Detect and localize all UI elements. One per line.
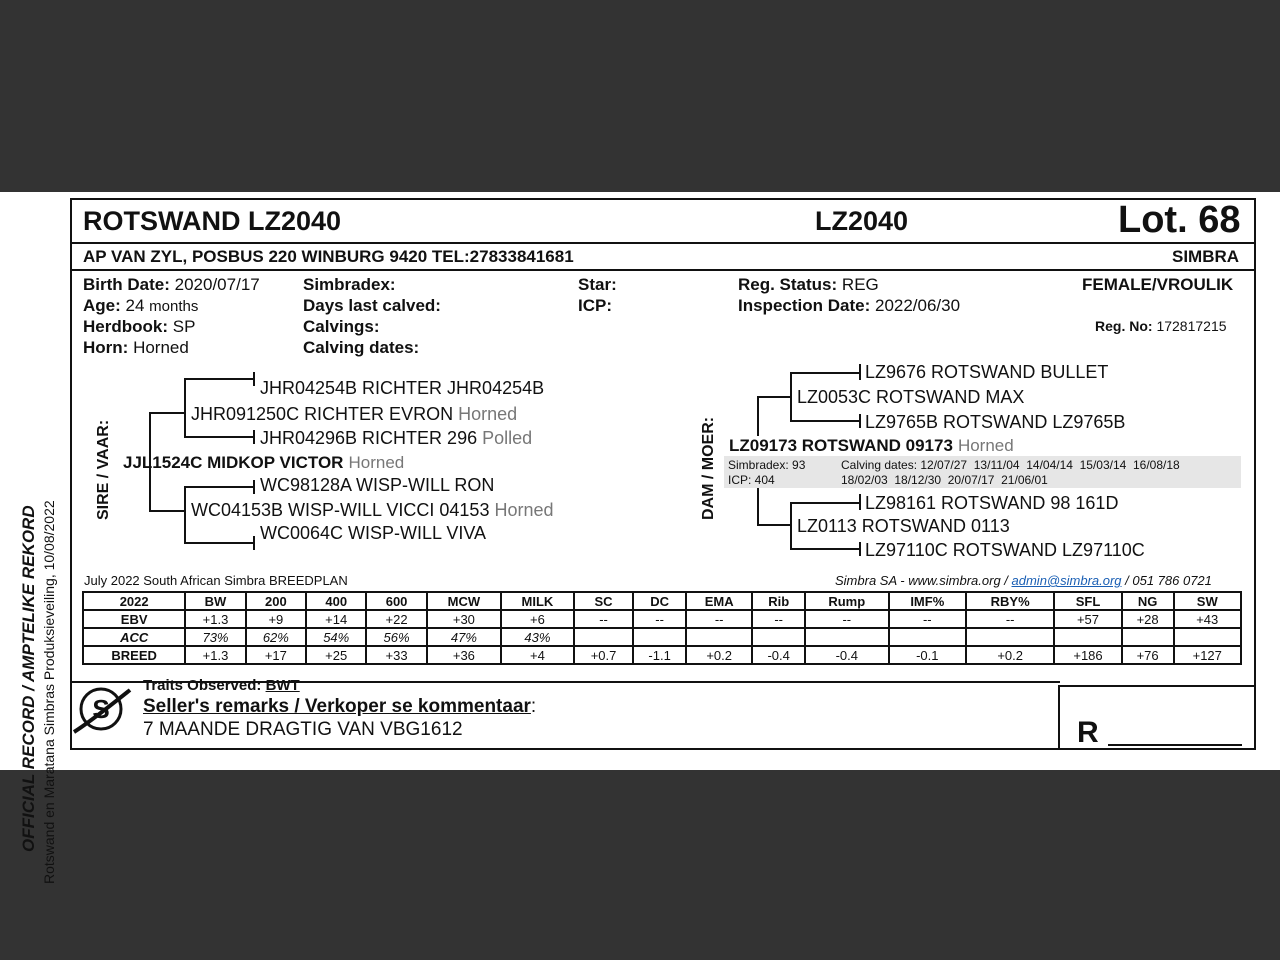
table-cell-acc-15 bbox=[1122, 628, 1174, 646]
seller-remarks-label: Seller's remarks / Verkoper se kommentaar bbox=[143, 696, 531, 717]
price-input-line[interactable] bbox=[1108, 744, 1242, 746]
reg-no-value: 172817215 bbox=[1156, 318, 1227, 334]
table-cell-headers-11: Rump bbox=[805, 592, 889, 610]
table-cell-headers-0: 2022 bbox=[83, 592, 185, 610]
dam-name-horn: Horned bbox=[957, 436, 1014, 455]
sire-name-horn: Horned bbox=[348, 453, 405, 472]
table-cell-breed-15: +76 bbox=[1122, 646, 1174, 664]
sex: FEMALE/VROULIK bbox=[1082, 275, 1234, 294]
table-cell-acc-16 bbox=[1174, 628, 1241, 646]
table-cell-headers-1: BW bbox=[185, 592, 245, 610]
table-cell-acc-14 bbox=[1054, 628, 1121, 646]
days-last-calved-label: Days last calved: bbox=[303, 296, 441, 315]
seller-remarks bbox=[143, 696, 536, 718]
simbradex-label: Simbradex: bbox=[303, 275, 396, 294]
birth-date bbox=[83, 275, 260, 295]
inspection-date-value: 2022/06/30 bbox=[874, 296, 961, 315]
table-cell-headers-16: SW bbox=[1174, 592, 1241, 610]
simbra-logo-icon bbox=[70, 684, 136, 740]
icp-label: ICP: bbox=[578, 296, 612, 315]
lot-card bbox=[0, 192, 1280, 884]
table-cell-breed-3: +25 bbox=[306, 646, 366, 664]
sire-dam-dam: WC0064C WISP-WILL VIVA bbox=[260, 523, 487, 543]
table-cell-headers-3: 400 bbox=[306, 592, 366, 610]
calvings-label: Calvings: bbox=[303, 317, 380, 336]
table-cell-breed-1: +1.3 bbox=[185, 646, 245, 664]
table-cell-ebv-5: +30 bbox=[427, 610, 501, 628]
sire-name bbox=[123, 452, 404, 473]
sire-sire-name: JHR091250C RICHTER EVRON bbox=[191, 404, 454, 424]
dam-calving-dates-1: Calving dates: 12/07/27 13/11/04 14/04/14 15/03/14 16/08/18 bbox=[841, 458, 1180, 472]
table-cell-breed-9: +0.2 bbox=[686, 646, 753, 664]
reg-status-label: Reg. Status: bbox=[738, 275, 838, 294]
table-cell-breed-10: -0.4 bbox=[752, 646, 805, 664]
table-cell-breed-5: +36 bbox=[427, 646, 501, 664]
table-row-acc bbox=[83, 628, 1241, 646]
price-symbol: R bbox=[1077, 716, 1099, 749]
divider-owner bbox=[70, 269, 1256, 271]
breedplan-note: July 2022 South African Simbra BREEDPLAN bbox=[84, 573, 348, 588]
table-cell-acc-6: 43% bbox=[501, 628, 574, 646]
price-box-top bbox=[1058, 685, 1256, 687]
seller-remarks-colon: : bbox=[530, 696, 537, 717]
horn bbox=[83, 338, 189, 358]
birth-date-label: Birth Date: bbox=[83, 275, 170, 294]
sale-info-label: Rotswand en Maratana Simbras Produksieveiling, 10/08/2022 bbox=[41, 500, 57, 884]
sire-label: SIRE / VAAR: bbox=[95, 419, 112, 520]
sire-dam-name: WC04153B WISP-WILL VICCI 04153 bbox=[191, 500, 490, 520]
birth-date-value: 2020/07/17 bbox=[174, 275, 260, 294]
inspection-date-label: Inspection Date: bbox=[738, 296, 871, 315]
table-cell-acc-3: 54% bbox=[306, 628, 366, 646]
table-cell-ebv-4: +22 bbox=[366, 610, 426, 628]
table-cell-acc-0: ACC bbox=[83, 628, 185, 646]
sire-dam bbox=[191, 500, 554, 521]
table-cell-ebv-3: +14 bbox=[306, 610, 366, 628]
table-cell-ebv-16: +43 bbox=[1174, 610, 1241, 628]
sire-sire-dam bbox=[260, 428, 532, 449]
sire-sire-dam-name: JHR04296B RICHTER 296 bbox=[260, 428, 478, 448]
table-cell-ebv-0: EBV bbox=[83, 610, 185, 628]
table-row-ebv bbox=[83, 610, 1241, 628]
table-cell-ebv-12: -- bbox=[889, 610, 966, 628]
reg-no bbox=[1095, 318, 1227, 334]
traits-observed-label: Traits Observed: bbox=[143, 677, 262, 694]
dam-simbradex: Simbradex: 93 bbox=[728, 458, 806, 472]
sire-name-value: JJL1524C MIDKOP VICTOR bbox=[123, 453, 344, 472]
ebv-table bbox=[82, 591, 1242, 665]
table-cell-ebv-11: -- bbox=[805, 610, 889, 628]
traits-observed bbox=[143, 677, 300, 694]
table-cell-ebv-1: +1.3 bbox=[185, 610, 245, 628]
simbra-logo bbox=[70, 684, 136, 740]
table-cell-ebv-10: -- bbox=[752, 610, 805, 628]
table-cell-acc-7 bbox=[574, 628, 634, 646]
table-cell-breed-7: +0.7 bbox=[574, 646, 634, 664]
star-label: Star: bbox=[578, 275, 617, 294]
table-cell-acc-12 bbox=[889, 628, 966, 646]
dam-icp: ICP: 404 bbox=[728, 473, 775, 487]
reg-status bbox=[738, 275, 879, 295]
lot-number: Lot. 68 bbox=[1118, 199, 1241, 241]
horn-value: Horned bbox=[133, 338, 189, 357]
herdbook bbox=[83, 317, 195, 337]
divider-header bbox=[70, 242, 1256, 244]
dam-label: DAM / MOER: bbox=[700, 416, 717, 520]
reg-no-label: Reg. No: bbox=[1095, 318, 1153, 334]
table-cell-ebv-15: +28 bbox=[1122, 610, 1174, 628]
table-cell-breed-12: -0.1 bbox=[889, 646, 966, 664]
table-header-row bbox=[83, 592, 1241, 610]
table-cell-breed-4: +33 bbox=[366, 646, 426, 664]
simbra-logo-letter: S bbox=[92, 694, 110, 724]
dam-name-value: LZ09173 ROTSWAND 09173 bbox=[729, 436, 953, 455]
sire-sire-horn: Horned bbox=[458, 404, 518, 424]
table-cell-acc-2: 62% bbox=[246, 628, 306, 646]
age bbox=[83, 296, 198, 316]
table-cell-acc-9 bbox=[686, 628, 753, 646]
table-cell-acc-11 bbox=[805, 628, 889, 646]
simbra-contact-prefix: Simbra SA - www.simbra.org / bbox=[835, 573, 1012, 588]
table-cell-headers-5: MCW bbox=[427, 592, 501, 610]
table-cell-acc-10 bbox=[752, 628, 805, 646]
table-cell-acc-13 bbox=[966, 628, 1054, 646]
table-cell-acc-1: 73% bbox=[185, 628, 245, 646]
sire-dam-sire: WC98128A WISP-WILL RON bbox=[260, 475, 495, 495]
age-unit: months bbox=[149, 298, 199, 315]
calving-dates-label: Calving dates: bbox=[303, 338, 420, 357]
table-cell-breed-11: -0.4 bbox=[805, 646, 889, 664]
table-cell-breed-2: +17 bbox=[246, 646, 306, 664]
dam-dam-dam: LZ97110C ROTSWAND LZ97110C bbox=[865, 540, 1145, 560]
table-cell-ebv-6: +6 bbox=[501, 610, 574, 628]
table-cell-headers-4: 600 bbox=[366, 592, 426, 610]
age-label: Age: bbox=[83, 296, 121, 315]
dam-dam: LZ0113 ROTSWAND 0113 bbox=[797, 516, 1010, 536]
table-cell-headers-8: DC bbox=[633, 592, 686, 610]
simbra-contact-suffix: / 051 786 0721 bbox=[1121, 573, 1212, 588]
table-cell-ebv-13: -- bbox=[966, 610, 1054, 628]
table-cell-headers-13: RBY% bbox=[966, 592, 1054, 610]
table-cell-breed-8: -1.1 bbox=[633, 646, 686, 664]
table-cell-acc-5: 47% bbox=[427, 628, 501, 646]
breed-name: SIMBRA bbox=[1172, 247, 1240, 266]
dam-sire: LZ0053C ROTSWAND MAX bbox=[797, 387, 1025, 407]
inspection-date bbox=[738, 296, 960, 316]
sire-dam-horn: Horned bbox=[494, 500, 554, 520]
traits-observed-value: BWT bbox=[265, 677, 300, 694]
animal-name: ROTSWAND LZ2040 bbox=[83, 206, 342, 236]
table-cell-ebv-7: -- bbox=[574, 610, 634, 628]
age-value: 24 bbox=[125, 296, 145, 315]
table-cell-headers-2: 200 bbox=[246, 592, 306, 610]
table-cell-breed-6: +4 bbox=[501, 646, 574, 664]
table-cell-acc-8 bbox=[633, 628, 686, 646]
reg-status-value: REG bbox=[841, 275, 879, 294]
seller-remarks-text: 7 MAANDE DRAGTIG VAN VBG1612 bbox=[143, 719, 463, 740]
dam-sire-dam: LZ9765B ROTSWAND LZ9765B bbox=[865, 412, 1126, 432]
table-cell-headers-7: SC bbox=[574, 592, 634, 610]
table-cell-headers-14: SFL bbox=[1054, 592, 1121, 610]
animal-id: LZ2040 bbox=[815, 206, 909, 236]
table-cell-breed-13: +0.2 bbox=[966, 646, 1054, 664]
price-box-divider bbox=[1058, 685, 1060, 750]
simbra-contact bbox=[835, 573, 1212, 588]
dam-calving-dates-2: 18/02/03 18/12/30 20/07/17 21/06/01 bbox=[841, 473, 1048, 487]
dam-sire-sire: LZ9676 ROTSWAND BULLET bbox=[865, 362, 1109, 382]
sire-sire bbox=[191, 404, 517, 425]
sire-sire-dam-horn: Polled bbox=[482, 428, 533, 448]
herdbook-value: SP bbox=[172, 317, 196, 336]
table-cell-headers-10: Rib bbox=[752, 592, 805, 610]
table-cell-headers-12: IMF% bbox=[889, 592, 966, 610]
table-cell-ebv-9: -- bbox=[686, 610, 753, 628]
table-cell-ebv-2: +9 bbox=[246, 610, 306, 628]
table-cell-ebv-8: -- bbox=[633, 610, 686, 628]
table-cell-acc-4: 56% bbox=[366, 628, 426, 646]
horn-label: Horn: bbox=[83, 338, 129, 357]
sire-sire-sire: JHR04254B RICHTER JHR04254B bbox=[260, 378, 545, 398]
dam-details-box bbox=[724, 456, 1241, 488]
owner-address: AP VAN ZYL, POSBUS 220 WINBURG 9420 TEL:27833841681 bbox=[83, 247, 574, 266]
dam-name bbox=[729, 435, 1014, 456]
table-cell-breed-14: +186 bbox=[1054, 646, 1121, 664]
herdbook-label: Herdbook: bbox=[83, 317, 168, 336]
table-cell-breed-0: BREED bbox=[83, 646, 185, 664]
table-cell-headers-9: EMA bbox=[686, 592, 753, 610]
table-cell-ebv-14: +57 bbox=[1054, 610, 1121, 628]
table-cell-breed-16: +127 bbox=[1174, 646, 1241, 664]
table-row-breed bbox=[83, 646, 1241, 664]
simbra-email-link[interactable]: admin@simbra.org bbox=[1011, 573, 1122, 588]
table-cell-headers-6: MILK bbox=[501, 592, 574, 610]
dam-dam-sire: LZ98161 ROTSWAND 98 161D bbox=[865, 493, 1119, 513]
official-record-label: OFFICIAL RECORD / AMPTELIKE REKORD bbox=[19, 505, 38, 852]
table-cell-headers-15: NG bbox=[1122, 592, 1174, 610]
